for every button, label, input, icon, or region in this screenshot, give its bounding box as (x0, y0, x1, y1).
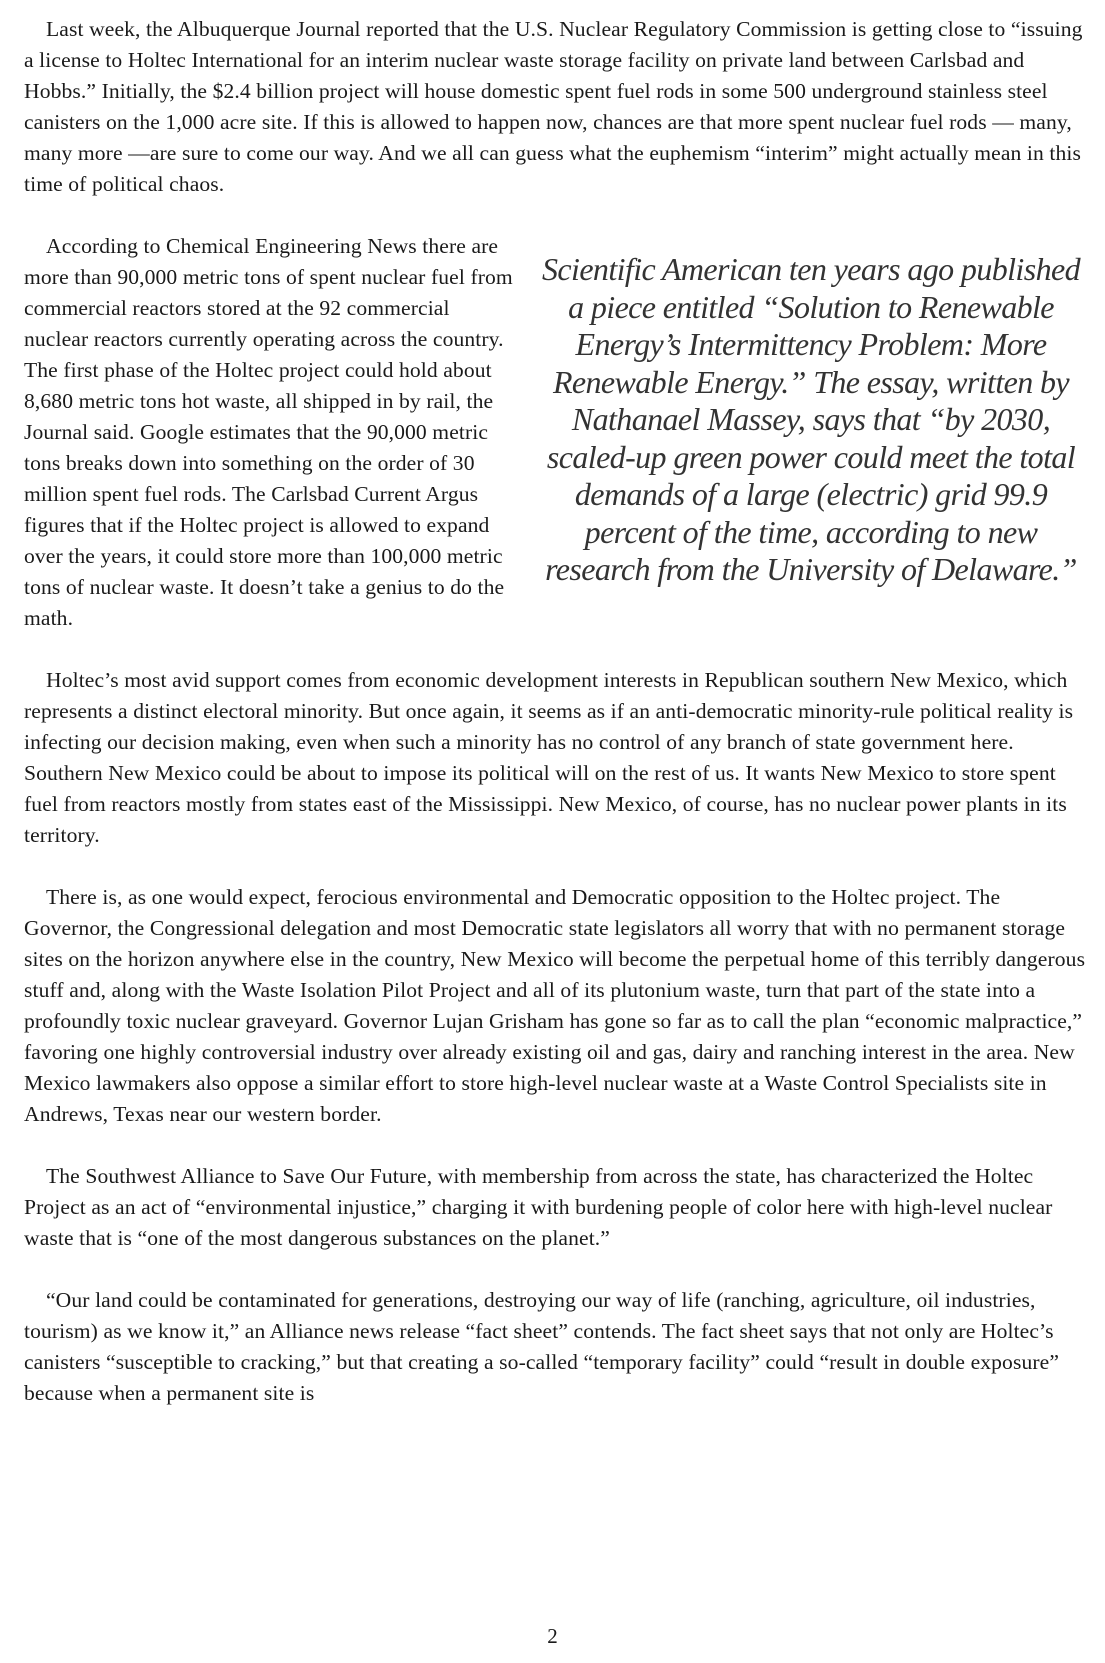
paragraph-with-pullquote (24, 231, 1086, 665)
paragraph-3: Holtec’s most avid support comes from economic development interests in Republican southern New Mexico, which represents a distinct electoral minority. But once again, it seems as if an anti-democratic minority-rule political reality is infecting our decision making, even when such a minority has no control of any branch of state government here. Southern New Mexico could be about to impose its political will on the rest of us. It wants New Mexico to store spent fuel from reactors mostly from states east of the Mississippi. New Mexico, of course, has no nuclear power plants in its territory. (24, 668, 1074, 847)
page-number: 2 (547, 1624, 558, 1648)
paragraph-2: According to Chemical Engineering News there are more than 90,000 metric tons of spent nuclear fuel from commercial reactors stored at the 92 commercial nuclear reactors currently operating across the country. The first phase of the Holtec project could hold about 8,680 metric tons hot waste, all shipped in by rail, the Journal said. Google estimates that the 90,000 metric tons breaks down into something on the order of 30 million spent fuel rods. The Carlsbad Current Argus figures that if the Holtec project is allowed to expand over the years, it could store more than 100,000 metric tons of nuclear waste. It doesn’t take a genius to do the math. (24, 234, 513, 630)
paragraph-1: Last week, the Albuquerque Journal reported that the U.S. Nuclear Regulatory Commission is getting close to “issuing a license to Holtec International for an interim nuclear waste storage facility on private land between Carlsbad and Hobbs.” Initially, the $2.4 billion project will house domestic spent fuel rods in some 500 underground stainless steel canisters on the 1,000 acre site. If this is allowed to happen now, chances are that more spent nuclear fuel rods — many, many more —are sure to come our way. And we all can guess what the euphemism “interim” might actually mean in this time of political chaos. (24, 17, 1083, 196)
paragraph-6: “Our land could be contaminated for generations, destroying our way of life (ranching, agriculture, oil industries, tourism) as we know it,” an Alliance news release “fact sheet” contends. The fact sheet says that not only are Holtec’s canisters “susceptible to cracking,” but that creating a so-called “temporary facility” could “result in double exposure” because when a permanent site is (24, 1288, 1059, 1405)
paragraph-4: There is, as one would expect, ferocious environmental and Democratic opposition to the Holtec project. The Governor, the Congressional delegation and most Democratic state legislators all worry that with no permanent storage sites on the horizon anywhere else in the country, New Mexico will become the perpetual home of this terribly dangerous stuff and, along with the Waste Isolation Pilot Project and all of its plutonium waste, turn that part of the state into a profoundly toxic nuclear graveyard. Governor Lujan Grisham has gone so far as to call the plan “economic malpractice,” favoring one highly controversial industry over already existing oil and gas, dairy and ranching interest in the area. New Mexico lawmakers also oppose a similar effort to store high-level nuclear waste at a Waste Control Specialists site in Andrews, Texas near our western border. (24, 885, 1086, 1126)
paragraph-5: The Southwest Alliance to Save Our Future, with membership from across the state, has characterized the Holtec Project as an act of “environmental injustice,” charging it with burdening people of color here with high-level nuclear waste that is “one of the most dangerous substances on the planet.” (24, 1164, 1053, 1250)
article-body (24, 14, 1086, 1440)
pull-quote: Scientific American ten years ago published a piece entitled “Solution to Renewable Energy’s Intermittency Problem: More Renewable Energy.” The essay, written by Nathanael Massey, says that “by 2030, scaled-up green power could meet the total demands of a large (electric) grid 99.9 percent of the time, according to new research from the University of Delaware.” (542, 251, 1080, 587)
